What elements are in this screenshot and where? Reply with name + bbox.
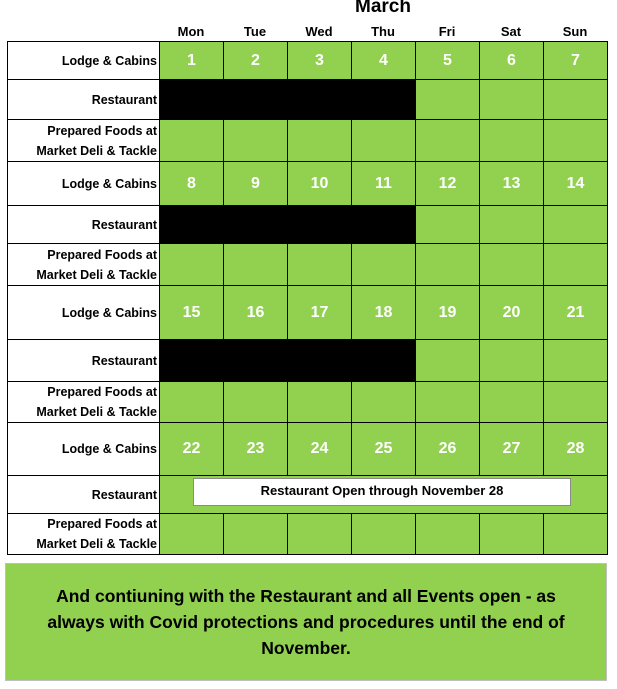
restaurant-open-cell xyxy=(416,340,480,382)
prepared-open-cell xyxy=(224,244,288,286)
prepared-open-cell xyxy=(544,514,608,555)
day-header-mon: Mon xyxy=(177,24,205,39)
prepared-open-cell xyxy=(288,514,352,555)
row-label-lodge: Lodge & Cabins xyxy=(8,423,160,476)
prepared-open-cell xyxy=(352,514,416,555)
prepared-open-cell xyxy=(160,514,224,555)
restaurant-row-week-3 xyxy=(8,340,608,382)
day-header-sat: Sat xyxy=(500,24,522,39)
prepared-open-cell xyxy=(160,120,224,162)
prepared-open-cell xyxy=(480,514,544,555)
prepared-foods-row-week-3 xyxy=(8,382,608,423)
date-cell: 10 xyxy=(288,162,352,206)
prepared-foods-row-week-2 xyxy=(8,244,608,286)
date-cell: 11 xyxy=(352,162,416,206)
row-label-restaurant: Restaurant xyxy=(8,340,160,382)
restaurant-closed-block xyxy=(160,206,416,244)
restaurant-row-week-2 xyxy=(8,206,608,244)
prepared-open-cell xyxy=(416,244,480,286)
restaurant-open-cell xyxy=(480,340,544,382)
date-cell: 18 xyxy=(352,286,416,340)
row-label-restaurant: Restaurant xyxy=(8,206,160,244)
date-cell: 6 xyxy=(480,42,544,80)
date-cell: 28 xyxy=(544,423,608,476)
date-cell: 26 xyxy=(416,423,480,476)
prepared-open-cell xyxy=(416,514,480,555)
date-cell: 21 xyxy=(544,286,608,340)
date-cell: 9 xyxy=(224,162,288,206)
row-label-lodge: Lodge & Cabins xyxy=(8,42,160,80)
calendar-title: March xyxy=(355,0,411,17)
date-cell: 4 xyxy=(352,42,416,80)
footer-message: And contiuning with the Restaurant and all Events open - as always with Covid protections and procedures until the end of November. xyxy=(47,586,565,658)
day-header-wed: Wed xyxy=(305,24,333,39)
prepared-open-cell xyxy=(224,514,288,555)
date-cell: 13 xyxy=(480,162,544,206)
date-cell: 14 xyxy=(544,162,608,206)
prepared-open-cell xyxy=(544,244,608,286)
date-cell: 7 xyxy=(544,42,608,80)
day-header-sun: Sun xyxy=(562,24,588,39)
date-cell: 22 xyxy=(160,423,224,476)
lodge-row-week-4 xyxy=(8,423,608,476)
restaurant-open-span xyxy=(160,476,608,514)
prepared-open-cell xyxy=(288,244,352,286)
date-cell: 12 xyxy=(416,162,480,206)
restaurant-open-note: Restaurant Open through November 28 xyxy=(193,478,571,506)
prepared-open-cell xyxy=(480,120,544,162)
prepared-open-cell xyxy=(352,244,416,286)
row-label-lodge: Lodge & Cabins xyxy=(8,162,160,206)
prepared-open-cell xyxy=(352,382,416,423)
date-cell: 23 xyxy=(224,423,288,476)
date-cell: 5 xyxy=(416,42,480,80)
date-cell: 25 xyxy=(352,423,416,476)
row-label-prepared-foods: Prepared Foods at Market Deli & Tackle xyxy=(8,514,160,555)
row-label-lodge: Lodge & Cabins xyxy=(8,286,160,340)
restaurant-open-cell xyxy=(480,80,544,120)
restaurant-open-cell xyxy=(544,80,608,120)
date-cell: 16 xyxy=(224,286,288,340)
row-label-prepared-foods: Prepared Foods at Market Deli & Tackle xyxy=(8,244,160,286)
prepared-open-cell xyxy=(416,120,480,162)
date-cell: 3 xyxy=(288,42,352,80)
restaurant-row-week-1 xyxy=(8,80,608,120)
date-cell: 27 xyxy=(480,423,544,476)
row-label-prepared-foods: Prepared Foods at Market Deli & Tackle xyxy=(8,382,160,423)
date-cell: 2 xyxy=(224,42,288,80)
restaurant-open-cell xyxy=(416,206,480,244)
date-cell: 20 xyxy=(480,286,544,340)
prepared-foods-row-week-4 xyxy=(8,514,608,555)
date-cell: 15 xyxy=(160,286,224,340)
row-label-restaurant: Restaurant xyxy=(8,80,160,120)
prepared-foods-row-week-1 xyxy=(8,120,608,162)
restaurant-row-week-4 xyxy=(8,476,608,514)
day-header-tue: Tue xyxy=(243,24,267,39)
footer-banner xyxy=(5,563,607,681)
prepared-open-cell xyxy=(160,382,224,423)
day-header-thu: Thu xyxy=(371,24,395,39)
prepared-open-cell xyxy=(544,382,608,423)
row-label-prepared-foods: Prepared Foods at Market Deli & Tackle xyxy=(8,120,160,162)
prepared-open-cell xyxy=(480,244,544,286)
lodge-row-week-1 xyxy=(8,42,608,80)
prepared-open-cell xyxy=(544,120,608,162)
prepared-open-cell xyxy=(160,244,224,286)
restaurant-closed-block xyxy=(160,80,416,120)
date-cell: 8 xyxy=(160,162,224,206)
weekday-header xyxy=(159,22,607,42)
prepared-open-cell xyxy=(224,120,288,162)
restaurant-open-cell xyxy=(544,206,608,244)
row-label-restaurant: Restaurant xyxy=(8,476,160,514)
date-cell: 19 xyxy=(416,286,480,340)
prepared-open-cell xyxy=(416,382,480,423)
prepared-open-cell xyxy=(480,382,544,423)
prepared-open-cell xyxy=(352,120,416,162)
lodge-row-week-2 xyxy=(8,162,608,206)
calendar-grid xyxy=(7,41,608,555)
restaurant-closed-block xyxy=(160,340,416,382)
restaurant-open-cell xyxy=(544,340,608,382)
restaurant-open-cell xyxy=(416,80,480,120)
prepared-open-cell xyxy=(288,120,352,162)
prepared-open-cell xyxy=(224,382,288,423)
restaurant-open-cell xyxy=(480,206,544,244)
date-cell: 24 xyxy=(288,423,352,476)
day-header-fri: Fri xyxy=(438,24,456,39)
date-cell: 1 xyxy=(160,42,224,80)
prepared-open-cell xyxy=(288,382,352,423)
date-cell: 17 xyxy=(288,286,352,340)
lodge-row-week-3 xyxy=(8,286,608,340)
